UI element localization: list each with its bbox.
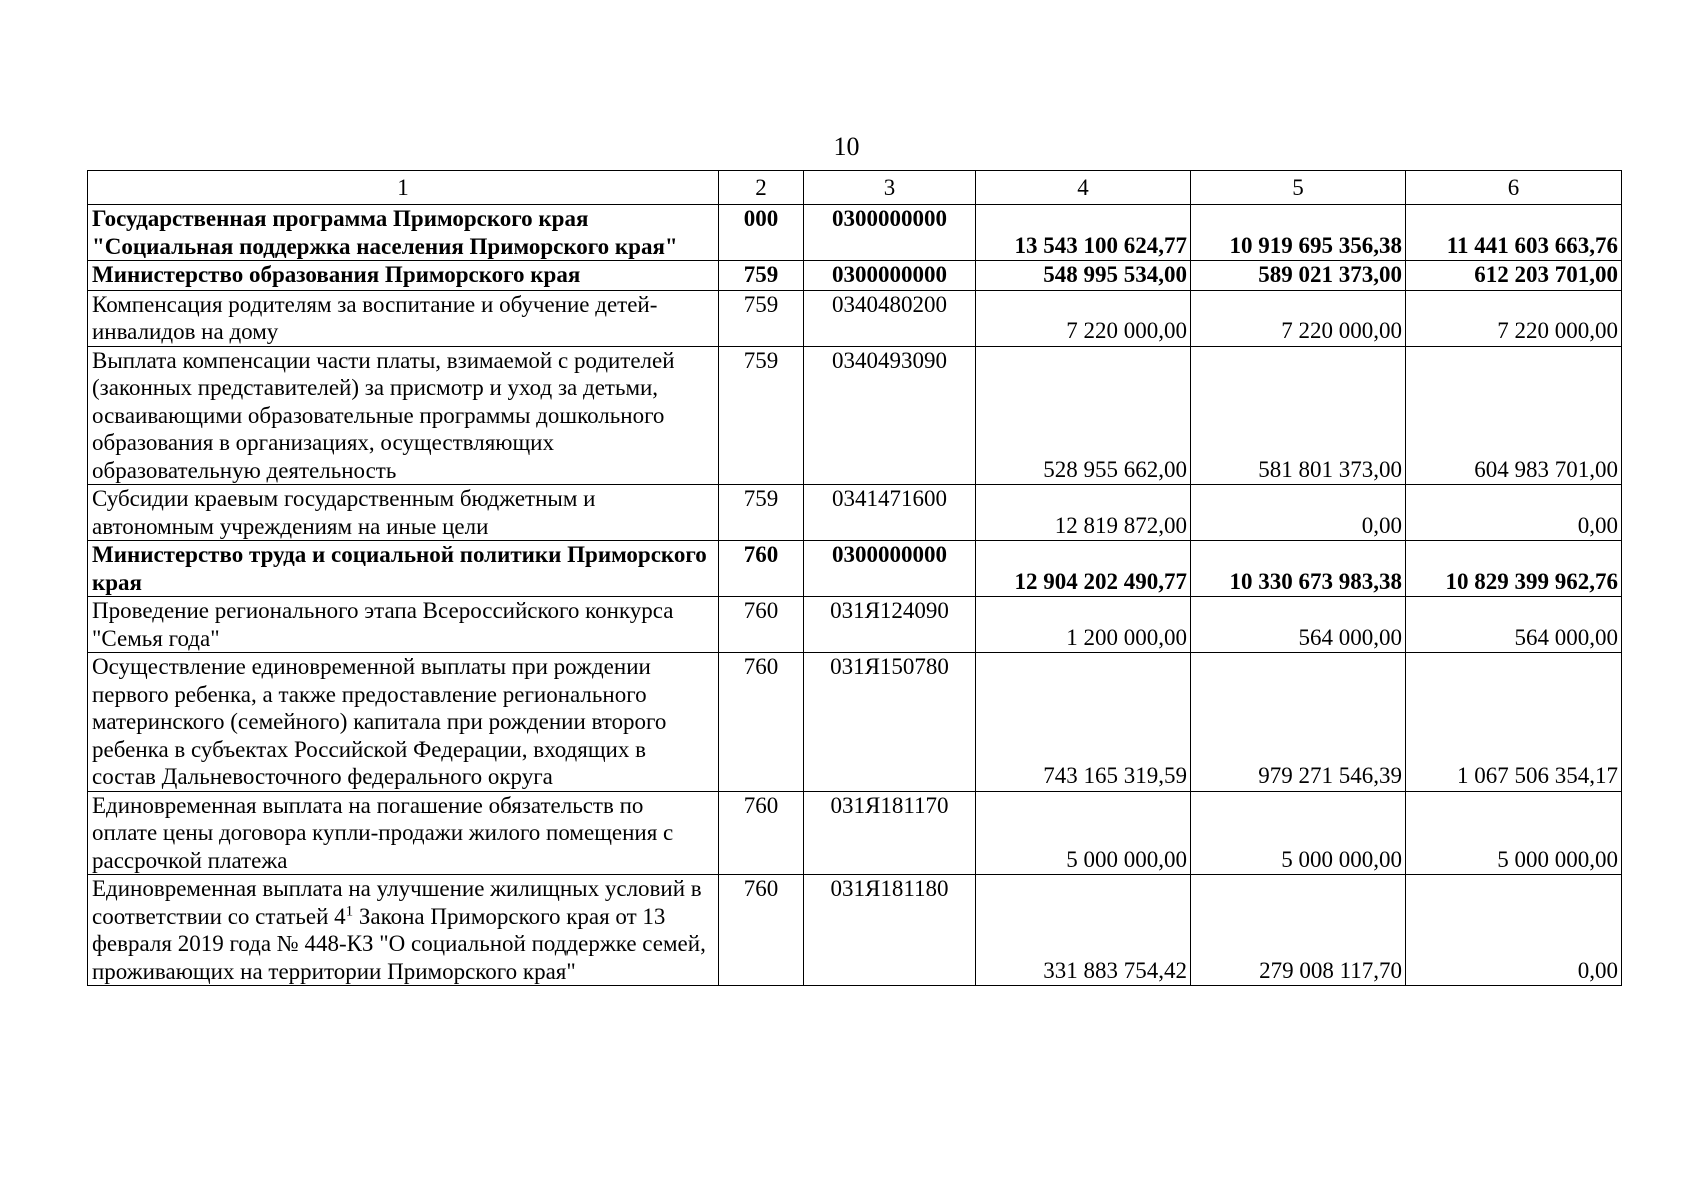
row-value: 7 220 000,00 [1406,290,1622,346]
column-header: 5 [1191,171,1406,205]
row-name-text [92,876,706,984]
table-row [88,485,1622,541]
row-value: 10 829 399 962,76 [1406,541,1622,597]
row-name: Министерство образования Приморского края [88,261,719,291]
row-name: Компенсация родителям за воспитание и обучение детей-инвалидов на дому [88,290,719,346]
row-value: 5 000 000,00 [976,791,1191,875]
superscript: 1 [345,902,354,919]
row-code: 760 [719,541,804,597]
row-value: 5 000 000,00 [1406,791,1622,875]
row-target: 0300000000 [804,261,976,291]
row-code: 000 [719,205,804,261]
header-row [88,171,1622,205]
page-number: 10 [833,132,860,161]
row-value: 1 067 506 354,17 [1406,653,1622,792]
row-value: 7 220 000,00 [976,290,1191,346]
row-code: 760 [719,653,804,792]
row-target: 031Я181170 [804,791,976,875]
row-value: 11 441 603 663,76 [1406,205,1622,261]
row-value: 743 165 319,59 [976,653,1191,792]
table-row [88,261,1622,291]
row-name: Государственная программа Приморского края "Социальная поддержка населения Приморского края" [88,205,719,261]
row-target: 031Я181180 [804,875,976,986]
row-value: 0,00 [1406,485,1622,541]
row-code: 759 [719,261,804,291]
column-header: 6 [1406,171,1622,205]
row-code: 760 [719,597,804,653]
row-value: 13 543 100 624,77 [976,205,1191,261]
row-target: 031Я124090 [804,597,976,653]
column-header: 4 [976,171,1191,205]
row-name-part: Единовременная выплата на улучшение жилищных условий в соответствии со статьей 4 [92,876,702,929]
row-value: 12 904 202 490,77 [976,541,1191,597]
row-name: Проведение регионального этапа Всероссийского конкурса "Семья года" [88,597,719,653]
row-target: 0300000000 [804,205,976,261]
row-value: 1 200 000,00 [976,597,1191,653]
row-value: 10 919 695 356,38 [1191,205,1406,261]
row-value: 7 220 000,00 [1191,290,1406,346]
row-target: 0300000000 [804,541,976,597]
row-value: 10 330 673 983,38 [1191,541,1406,597]
row-value: 548 995 534,00 [976,261,1191,291]
row-name: Субсидии краевым государственным бюджетным и автономным учреждениям на иные цели [88,485,719,541]
column-header: 3 [804,171,976,205]
row-name: Осуществление единовременной выплаты при рождении первого ребенка, а также предоставление регионального материнского (семейного) капитала при рождении второго ребенка в субъектах Российской Федерации, входящих в состав Дальневосточного федерального округа [88,653,719,792]
budget-table [87,170,1622,986]
row-target: 0340493090 [804,346,976,485]
row-name: Выплата компенсации части платы, взимаемой с родителей (законных представителей) за присмотр и уход за детьми, осваивающими образовательные программы дошкольного образования в организациях, осуществляющих образовательную деятельность [88,346,719,485]
table-row [88,875,1622,986]
row-value: 604 983 701,00 [1406,346,1622,485]
column-header: 1 [88,171,719,205]
row-code: 760 [719,875,804,986]
row-code: 759 [719,290,804,346]
table-row [88,541,1622,597]
row-name: Министерство труда и социальной политики Приморского края [88,541,719,597]
row-value: 528 955 662,00 [976,346,1191,485]
table-row [88,205,1622,261]
table-row [88,653,1622,792]
row-value: 0,00 [1191,485,1406,541]
column-header: 2 [719,171,804,205]
row-value: 979 271 546,39 [1191,653,1406,792]
table-row [88,791,1622,875]
table-row [88,346,1622,485]
row-value: 0,00 [1406,875,1622,986]
row-value: 331 883 754,42 [976,875,1191,986]
row-name-part: Закона Приморского края от 13 февраля 2019 года № 448-КЗ "О социальной поддержке семей, проживающих на территории Приморского края" [92,903,706,984]
row-target: 031Я150780 [804,653,976,792]
row-code: 760 [719,791,804,875]
table-row [88,290,1622,346]
row-target: 0341471600 [804,485,976,541]
row-code: 759 [719,346,804,485]
row-value: 564 000,00 [1191,597,1406,653]
row-value: 12 819 872,00 [976,485,1191,541]
row-value: 612 203 701,00 [1406,261,1622,291]
row-value: 589 021 373,00 [1191,261,1406,291]
table-row [88,597,1622,653]
row-target: 0340480200 [804,290,976,346]
row-value: 279 008 117,70 [1191,875,1406,986]
row-value: 5 000 000,00 [1191,791,1406,875]
row-code: 759 [719,485,804,541]
row-name [88,875,719,986]
row-value: 581 801 373,00 [1191,346,1406,485]
row-value: 564 000,00 [1406,597,1622,653]
row-name: Единовременная выплата на погашение обязательств по оплате цены договора купли-продажи жилого помещения с рассрочкой платежа [88,791,719,875]
